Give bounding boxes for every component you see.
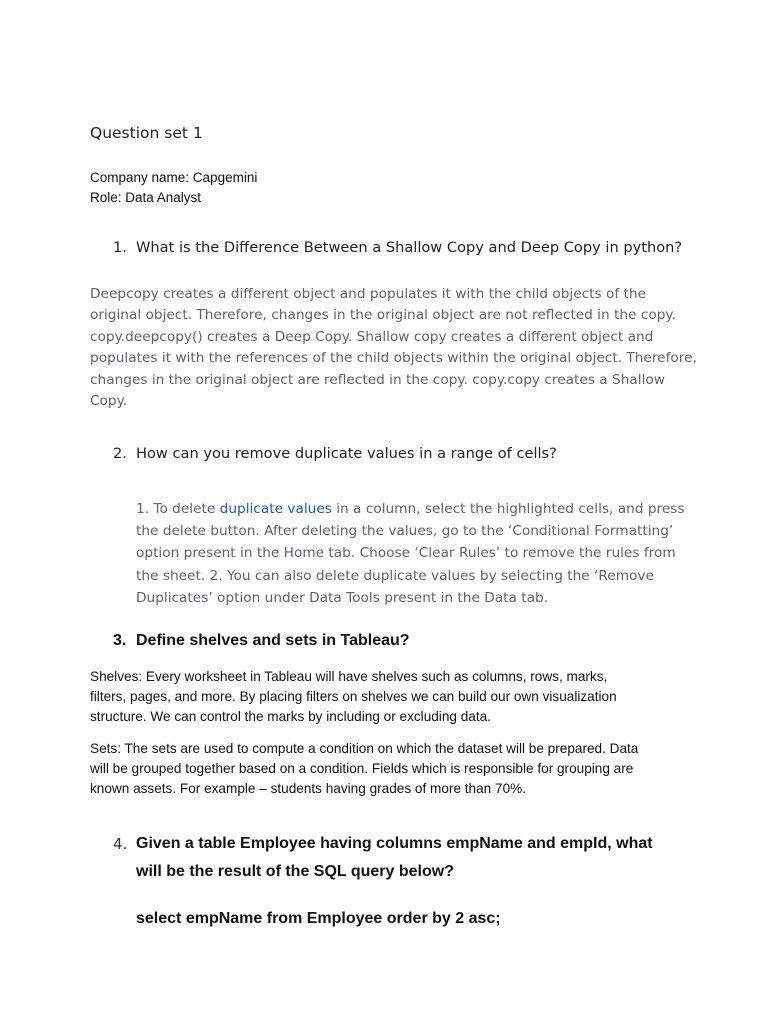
question-3 <box>0 632 768 654</box>
sets-paragraph <box>90 739 638 799</box>
answer-2-suffix: in a column, select the highlighted cells, and press <box>331 501 685 517</box>
shelves-line: filters, pages, and more. By placing filters on shelves we can build our own visualization <box>90 689 617 704</box>
shelves-line: structure. We can control the marks by including or excluding data. <box>90 709 491 724</box>
question-set-title: Question set 1 <box>90 124 203 142</box>
answer-2-first-line <box>136 498 685 520</box>
question-2-number: 2. <box>113 445 127 462</box>
shelves-line: Shelves: Every worksheet in Tableau will have shelves such as columns, rows, marks, <box>90 669 608 684</box>
question-4-number: 4. <box>113 835 128 853</box>
question-4-continued <box>0 863 768 887</box>
answer-2 <box>136 498 685 609</box>
question-1-number: 1. <box>113 239 127 256</box>
question-4 <box>0 835 768 859</box>
sets-line: Sets: The sets are used to compute a condition on which the dataset will be prepared. Data <box>90 741 639 756</box>
duplicate-values-link[interactable]: duplicate values <box>219 501 332 517</box>
answer-2-line: the sheet. 2. You can also delete duplicate values by selecting the ‘Remove <box>136 567 654 584</box>
answer-1 <box>90 284 697 412</box>
answer-2-line: option present in the Home tab. Choose ‘Clear Rules’ to remove the rules from <box>136 545 676 562</box>
answer-1-line: Deepcopy creates a different object and populates it with the child objects of the <box>90 286 647 302</box>
question-1 <box>0 239 768 261</box>
role-line: Role: Data Analyst <box>90 190 202 205</box>
answer-2-prefix: 1. To delete <box>136 501 220 517</box>
answer-1-line: Copy. <box>90 393 128 410</box>
question-1-text: What is the Difference Between a Shallow Copy and Deep Copy in python? <box>136 239 683 256</box>
answer-1-line: original object. Therefore, changes in the original object are not reflected in the copy. <box>90 307 676 324</box>
question-4-text-line-2: will be the result of the SQL query below? <box>136 863 454 880</box>
answer-1-line: changes in the original object are reflected in the copy. copy.copy creates a Shallow <box>90 371 665 388</box>
answer-2-line: Duplicates’ option under Data Tools present in the Data tab. <box>136 589 549 606</box>
question-3-number: 3. <box>113 632 127 649</box>
answer-2-line: the delete button. After deleting the values, go to the ‘Conditional Formatting’ <box>136 523 674 540</box>
shelves-paragraph <box>90 667 617 727</box>
question-2 <box>0 445 768 467</box>
sql-query-text: select empName from Employee order by 2 asc; <box>136 910 501 927</box>
question-3-text: Define shelves and sets in Tableau? <box>136 632 410 649</box>
sets-line: will be grouped together based on a condition. Fields which is responsible for grouping are <box>90 761 634 776</box>
company-name-line: Company name: Capgemini <box>90 170 258 185</box>
answer-1-line: populates it with the references of the child objects within the original object. Therefore, <box>90 350 697 367</box>
answer-1-line: copy.deepcopy() creates a Deep Copy. Shallow copy creates a different object and <box>90 328 654 345</box>
question-4-text-line-1: Given a table Employee having columns empName and empId, what <box>136 835 653 852</box>
question-2-text: How can you remove duplicate values in a range of cells? <box>136 445 557 462</box>
sets-line: known assets. For example – students having grades of more than 70%. <box>90 781 526 796</box>
sql-query-block <box>0 910 768 934</box>
